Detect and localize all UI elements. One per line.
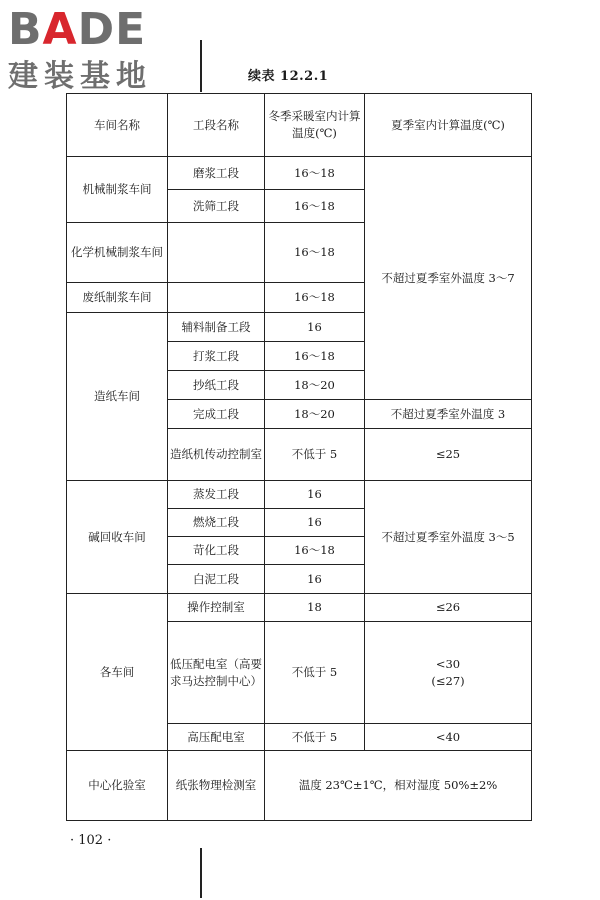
section-cell: 造纸机传动控制室 <box>168 429 265 481</box>
workshop-cell: 造纸车间 <box>67 313 168 481</box>
winter-temp-cell: 16 <box>265 509 365 537</box>
brand-logo-subtitle: 建装基地 <box>8 59 152 94</box>
workshop-cell: 中心化验室 <box>67 751 168 821</box>
winter-temp-cell: 16～18 <box>265 190 365 223</box>
section-cell: 洗筛工段 <box>168 190 265 223</box>
winter-temp-cell: 不低于 5 <box>265 622 365 724</box>
winter-temp-cell: 16～18 <box>265 223 365 283</box>
summer-temp-cell: ≤26 <box>365 594 532 622</box>
workshop-cell: 机械制浆车间 <box>67 157 168 223</box>
summer-temp-cell: ≤25 <box>365 429 532 481</box>
header-summer-temp: 夏季室内计算温度(℃) <box>365 94 532 157</box>
summer-temp-cell: <40 <box>365 724 532 751</box>
lab-condition-cell: 温度 23℃±1℃，相对湿度 50%±2% <box>265 751 532 821</box>
table-row <box>67 594 532 622</box>
winter-temp-cell: 16 <box>265 565 365 594</box>
section-cell: 抄纸工段 <box>168 371 265 400</box>
section-cell: 燃烧工段 <box>168 509 265 537</box>
page-number: · 102 · <box>70 833 112 848</box>
header-section: 工段名称 <box>168 94 265 157</box>
workshop-cell: 碱回收车间 <box>67 481 168 594</box>
workshop-cell: 化学机械制浆车间 <box>67 223 168 283</box>
section-cell: 辅料制备工段 <box>168 313 265 342</box>
table-row <box>67 481 532 509</box>
workshop-cell: 各车间 <box>67 594 168 751</box>
winter-temp-cell: 16～18 <box>265 157 365 190</box>
winter-temp-cell: 16～18 <box>265 283 365 313</box>
header-workshop: 车间名称 <box>67 94 168 157</box>
table-row <box>67 751 532 821</box>
brand-logo-text: BADE <box>8 4 147 55</box>
header-winter-temp: 冬季采暖室内计算温度(℃) <box>265 94 365 157</box>
section-cell: 操作控制室 <box>168 594 265 622</box>
summer-temp-cell: 不超过夏季室外温度 3～7 <box>365 157 532 400</box>
binding-line <box>200 848 202 898</box>
summer-temp-value: <30 <box>435 656 461 671</box>
section-cell <box>168 283 265 313</box>
section-cell: 苛化工段 <box>168 537 265 565</box>
winter-temp-cell: 不低于 5 <box>265 724 365 751</box>
table-row <box>67 157 532 190</box>
winter-temp-cell: 16 <box>265 481 365 509</box>
winter-temp-cell: 16 <box>265 313 365 342</box>
winter-temp-cell: 18 <box>265 594 365 622</box>
binding-line <box>200 40 202 92</box>
section-cell: 纸张物理检测室 <box>168 751 265 821</box>
table-caption: 续表 12.2.1 <box>248 69 329 84</box>
section-cell: 低压配电室（高要求马达控制中心） <box>168 622 265 724</box>
section-cell: 完成工段 <box>168 400 265 429</box>
brand-logo <box>8 6 178 98</box>
summer-temp-cell: 不超过夏季室外温度 3 <box>365 400 532 429</box>
summer-temp-cell: 不超过夏季室外温度 3～5 <box>365 481 532 594</box>
temperature-table <box>66 93 532 821</box>
section-cell: 高压配电室 <box>168 724 265 751</box>
summer-temp-note: (≤27) <box>431 673 465 688</box>
winter-temp-cell: 不低于 5 <box>265 429 365 481</box>
summer-temp-cell <box>365 622 532 724</box>
table-header-row <box>67 94 532 157</box>
section-cell: 磨浆工段 <box>168 157 265 190</box>
section-cell: 蒸发工段 <box>168 481 265 509</box>
section-cell: 白泥工段 <box>168 565 265 594</box>
winter-temp-cell: 18～20 <box>265 371 365 400</box>
winter-temp-cell: 18～20 <box>265 400 365 429</box>
winter-temp-cell: 16～18 <box>265 537 365 565</box>
section-cell: 打浆工段 <box>168 342 265 371</box>
workshop-cell: 废纸制浆车间 <box>67 283 168 313</box>
section-cell <box>168 223 265 283</box>
winter-temp-cell: 16～18 <box>265 342 365 371</box>
